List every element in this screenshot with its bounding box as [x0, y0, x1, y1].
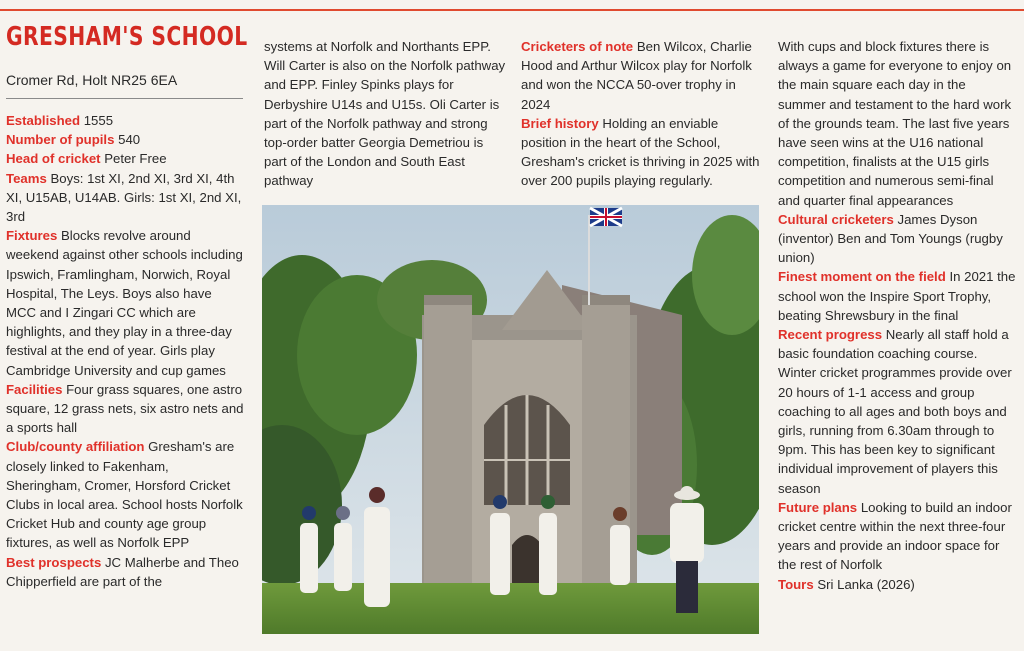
text-head: Peter Free [104, 151, 167, 167]
column-1 [6, 111, 244, 591]
entry-recent-progress [778, 325, 1016, 498]
label-established: Established [6, 113, 81, 128]
entry-brief-history [521, 114, 761, 191]
entry-affiliation [6, 437, 244, 552]
entry-cricketers-of-note [521, 37, 761, 114]
column-4 [778, 37, 1016, 594]
column-3 [521, 37, 761, 191]
text-teams: Boys: 1st XI, 2nd XI, 3rd XI, 4th XI, U15AB, U14AB. Girls: 1st XI, 2nd XI, 3rd [6, 170, 242, 225]
text-future: Looking to build an indoor cricket centre within the next three-four years and provide an indoor space for the rest of Norfolk [778, 499, 1012, 573]
top-rule [0, 9, 1024, 11]
address: Cromer Rd, Holt NR25 6EA [6, 72, 178, 88]
page-title: GRESHAM'S SCHOOL [6, 22, 248, 52]
text-progress: Nearly all staff hold a basic foundation coaching course. Winter cricket programmes provide over 20 hours of 1-1 access and group coaching to all ages and both boys and girls, running from 6.30am through to 9pm. This has been key to significant individual improvement of players this season [778, 327, 1012, 496]
text-cricketers: Ben Wilcox, Charlie Hood and Arthur Wilcox play for Norfolk and won the NCCA 50-over trophy in 2024 [521, 39, 752, 112]
label-prospects: Best prospects [6, 554, 102, 570]
entry-pupils [6, 130, 244, 149]
label-head: Head of cricket [6, 151, 101, 167]
label-cricketers: Cricketers of note [521, 39, 634, 54]
label-future: Future plans [778, 499, 858, 515]
label-facilities: Facilities [6, 381, 63, 397]
entry-best-prospects [6, 553, 244, 591]
label-teams: Teams [6, 170, 47, 186]
text-cultural: James Dyson (inventor) Ben and Tom Youngs (rugby union) [778, 211, 1003, 266]
entry-tours [778, 575, 1016, 594]
cricket-photo [262, 205, 759, 634]
label-cultural: Cultural cricketers [778, 211, 894, 227]
text-affiliation: Gresham's are closely linked to Fakenham, Sheringham, Cromer, Horsford Cricket Clubs in local area. School hosts Norfolk Cricket Hub and county age group fixtures, as well as Norfolk EPP [6, 439, 243, 551]
label-tours: Tours [778, 576, 814, 592]
label-history: Brief history [521, 115, 599, 131]
entry-teams [6, 169, 244, 227]
text-pupils: 540 [118, 132, 141, 148]
label-pupils: Number of pupils [6, 132, 115, 148]
entry-facilities [6, 380, 244, 438]
label-fixtures: Fixtures [6, 228, 58, 244]
text-history-continued: With cups and block fixtures there is always a game for everyone to enjoy on the main square each day in the summer and testament to the hard work of the grounds team. The last five years have seen wins at the U16 national competition, finalists at the U15 girls competition and numerous semi-final and quarter final appearances [778, 39, 1012, 208]
entry-cultural-cricketers [778, 210, 1016, 268]
text-prospects-continued: systems at Norfolk and Northants EPP. Will Carter is also on the Norfolk pathway and EPP. Finley Spinks plays for Derbyshire U14s and U15s. Oli Carter is part of the Norfolk pathway and strong top-order batter Georgia Demetriou is part of the London and South East pathway [264, 39, 506, 189]
text-fixtures: Blocks revolve around weekend against other schools including Ipswich, Framlingham, Norwich, Royal Hospital, The Leys. Boys also have MCC and I Zingari CC which are highlights, and they play in a three-day festival at the end of year. Girls play Cambridge University and cup games [6, 228, 243, 378]
text-history: Holding an enviable position in the heart of the School, Gresham's cricket is thriving in 2025 with over 200 pupils playing regularly. [521, 115, 760, 189]
text-facilities: Four grass squares, one astro square, 12 grass nets, six astro nets and a sports hall [6, 381, 244, 436]
entry-fixtures [6, 226, 244, 380]
entry-finest-moment [778, 267, 1016, 325]
label-finest: Finest moment on the field [778, 269, 946, 285]
text-tours: Sri Lanka (2026) [817, 576, 915, 592]
text-prospects: JC Malherbe and Theo Chipperfield are part of the [6, 554, 239, 589]
label-progress: Recent progress [778, 327, 883, 343]
address-divider [6, 98, 243, 99]
column-2 [264, 37, 506, 191]
text-established: 1555 [83, 113, 114, 128]
label-affiliation: Club/county affiliation [6, 439, 145, 455]
text-finest: In 2021 the school won the Inspire Sport Trophy, beating Shrewsbury in the final [778, 269, 1016, 323]
entry-future-plans [778, 498, 1016, 575]
entry-established [6, 111, 244, 130]
entry-head-of-cricket [6, 149, 244, 168]
